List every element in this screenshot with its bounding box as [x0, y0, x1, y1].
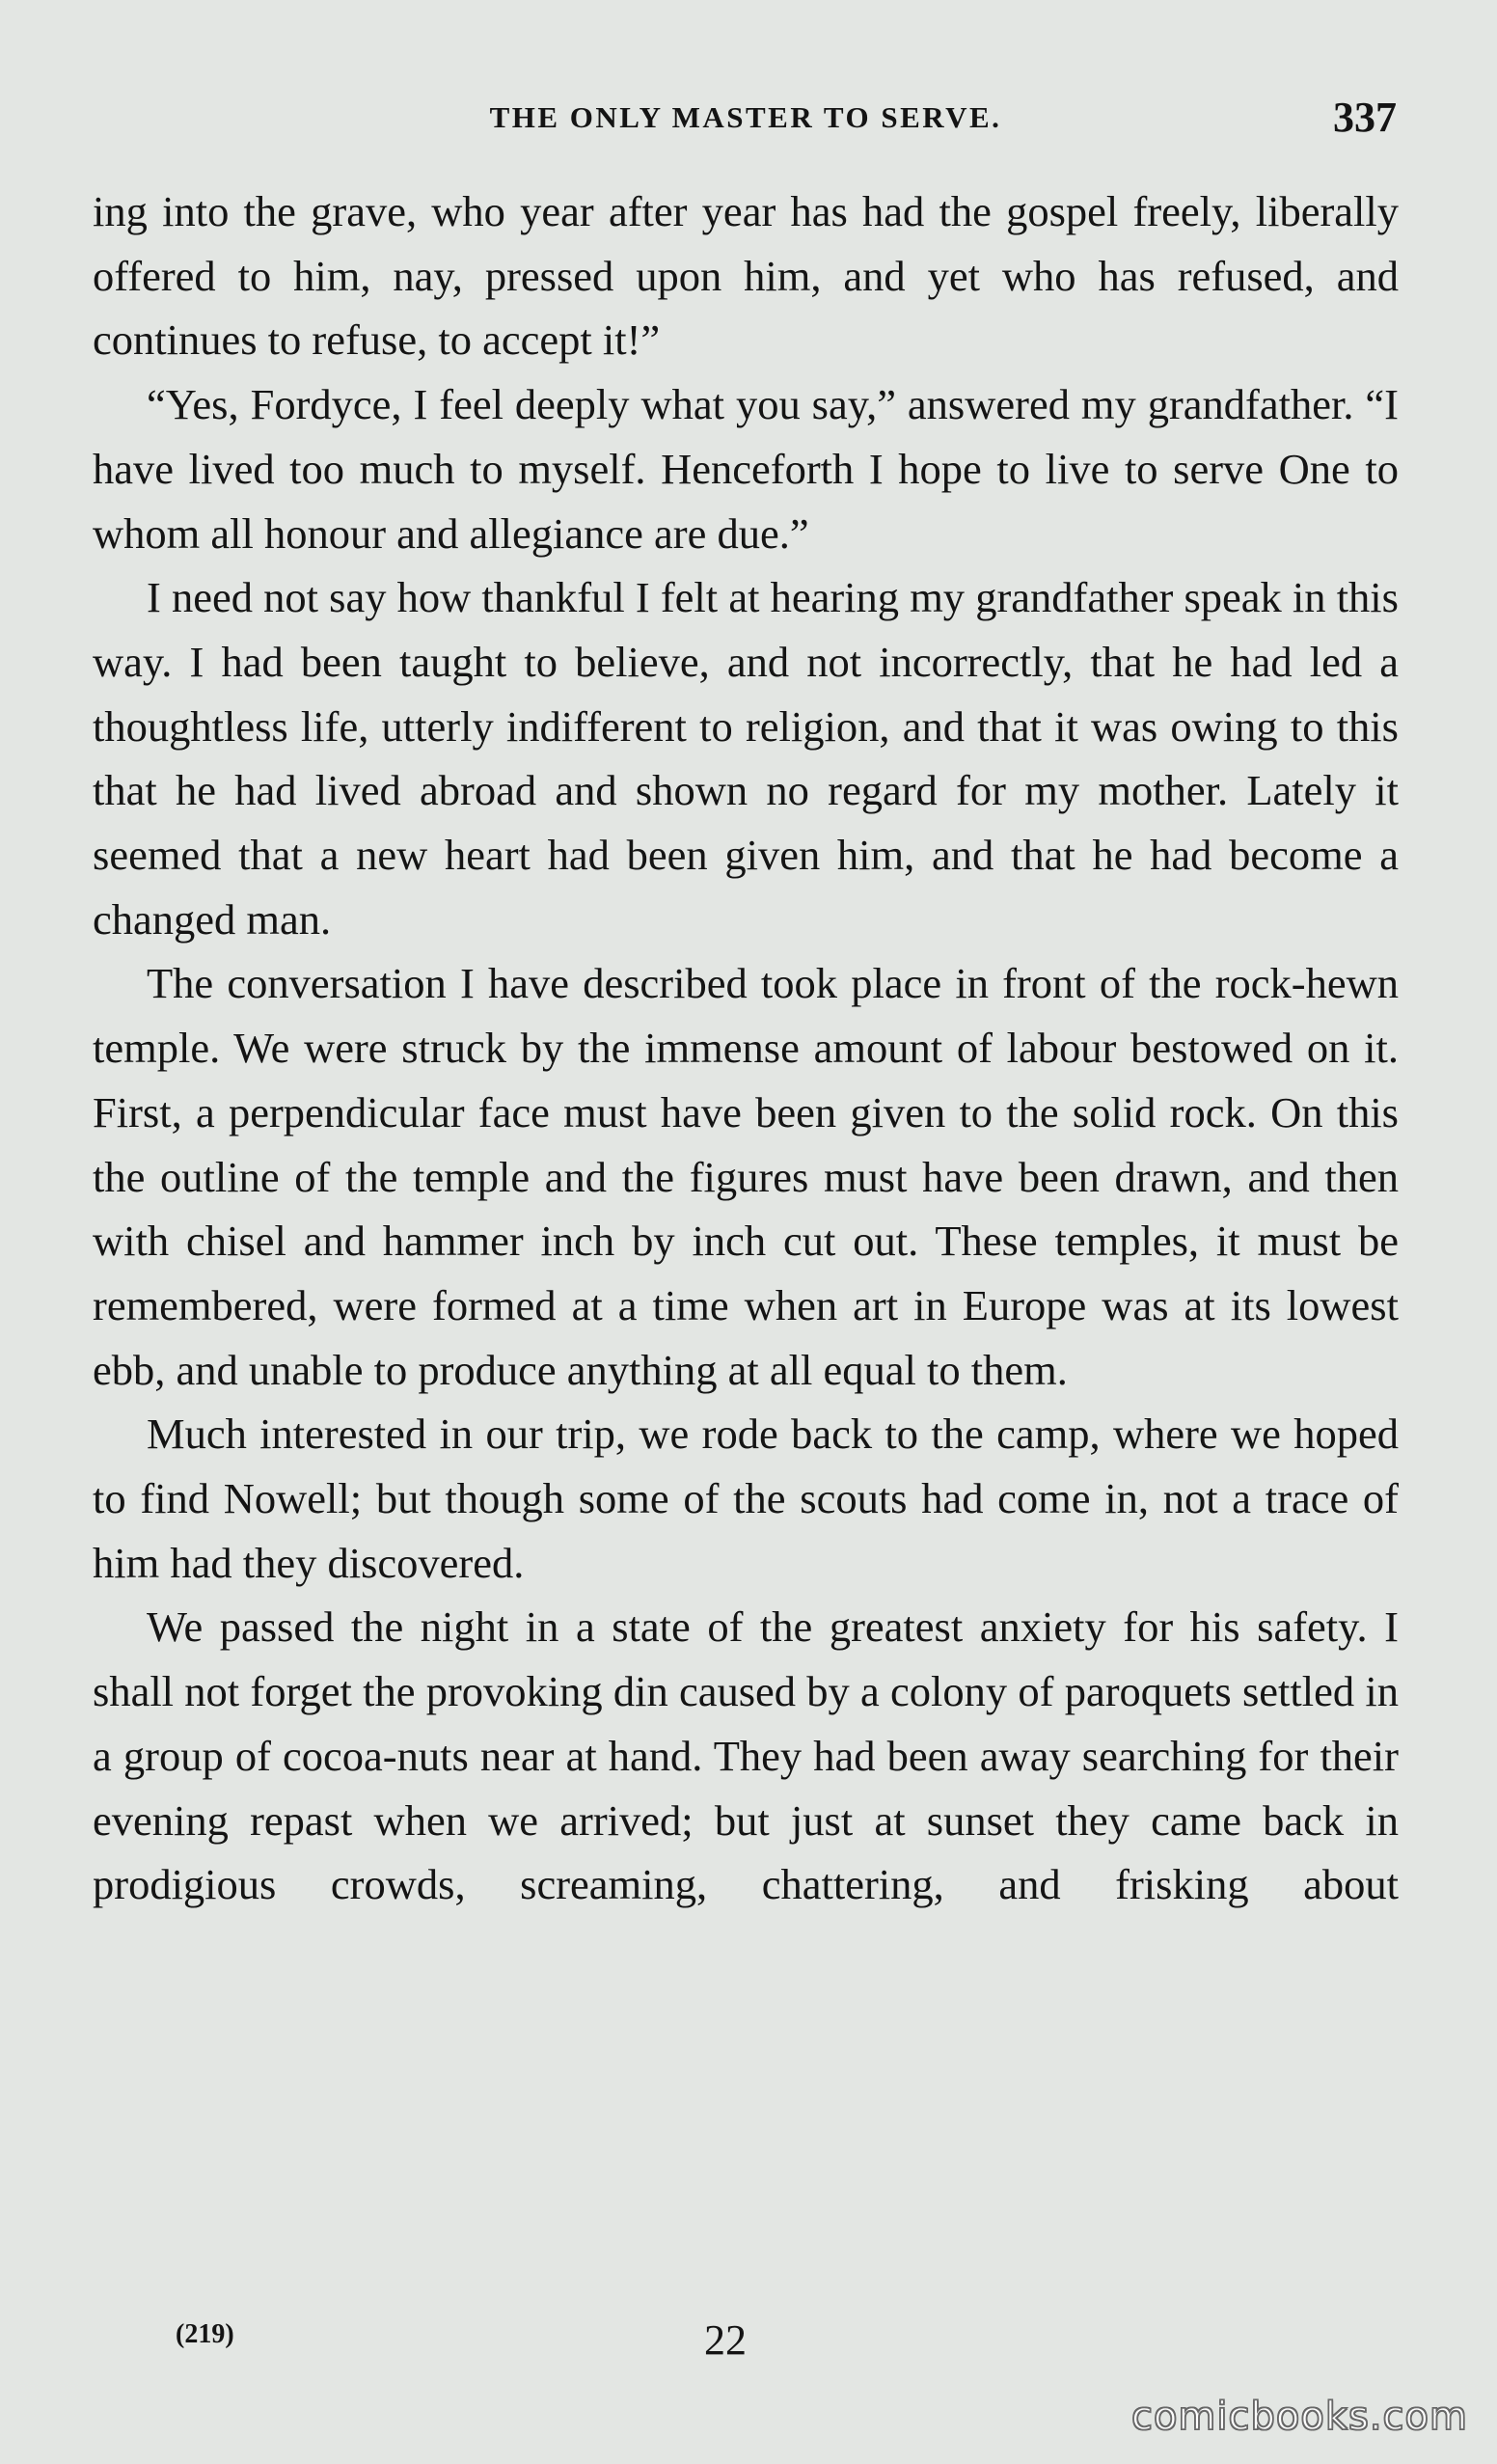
- paragraph: The conversation I have described took place in front of the rock-hewn temple. We were struck by the immense amount of labour bestowed on it. First, a perpendicular face must have been given to the solid rock. On this the outline of the temple and the figures must have been drawn, and then with chisel and hammer inch by inch cut out. These temples, it must be remembered, were formed at a time when art in Europe was at its lowest ebb, and unable to produce anything at all equal to them.: [93, 959, 1399, 1394]
- paragraph: Much interested in our trip, we rode back to the camp, where we hoped to find Nowell; but though some of the scouts had come in, not a trace of him had they discovered.: [93, 1410, 1399, 1587]
- paragraph: We passed the night in a state of the greatest anxiety for his safety. I shall not forget the provoking din caused by a colony of paroquets settled in a group of cocoa-nuts near at hand. They had been away searching for their evening repast when we arrived; but just at sunset they came back in prodigious crowds, screaming, chattering, and frisking about: [93, 1602, 1399, 1909]
- watermark-logo: comicbooks.com: [1130, 2395, 1468, 2439]
- body-text: [93, 179, 1399, 1917]
- page-footer: [93, 2315, 1399, 2373]
- paragraph: “Yes, Fordyce, I feel deeply what you say,” answered my grandfather. “I have lived too much to myself. Henceforth I hope to live to serve One to whom all honour and allegiance are due.”: [93, 380, 1399, 558]
- signature-letter: 22: [704, 2316, 747, 2364]
- page-number: 337: [1333, 94, 1397, 141]
- paragraph-continuation: ing into the grave, who year after year has had the gospel freely, liberally offered to him, nay, pressed upon him, and yet who has refused, and continues to refuse, to accept it!”: [93, 187, 1399, 365]
- running-head: [93, 93, 1399, 151]
- running-title: THE ONLY MASTER TO SERVE.: [489, 100, 1002, 134]
- paragraph: I need not say how thankful I felt at hearing my grandfather speak in this way. I had been taught to believe, and not incorrectly, that he had led a thoughtless life, utterly indifferent to religion, and that it was owing to this that he had lived abroad and shown no regard for my mother. Lately it seemed that a new heart had been given him, and that he had become a changed man.: [93, 573, 1399, 944]
- signature-mark: (219): [176, 2319, 234, 2349]
